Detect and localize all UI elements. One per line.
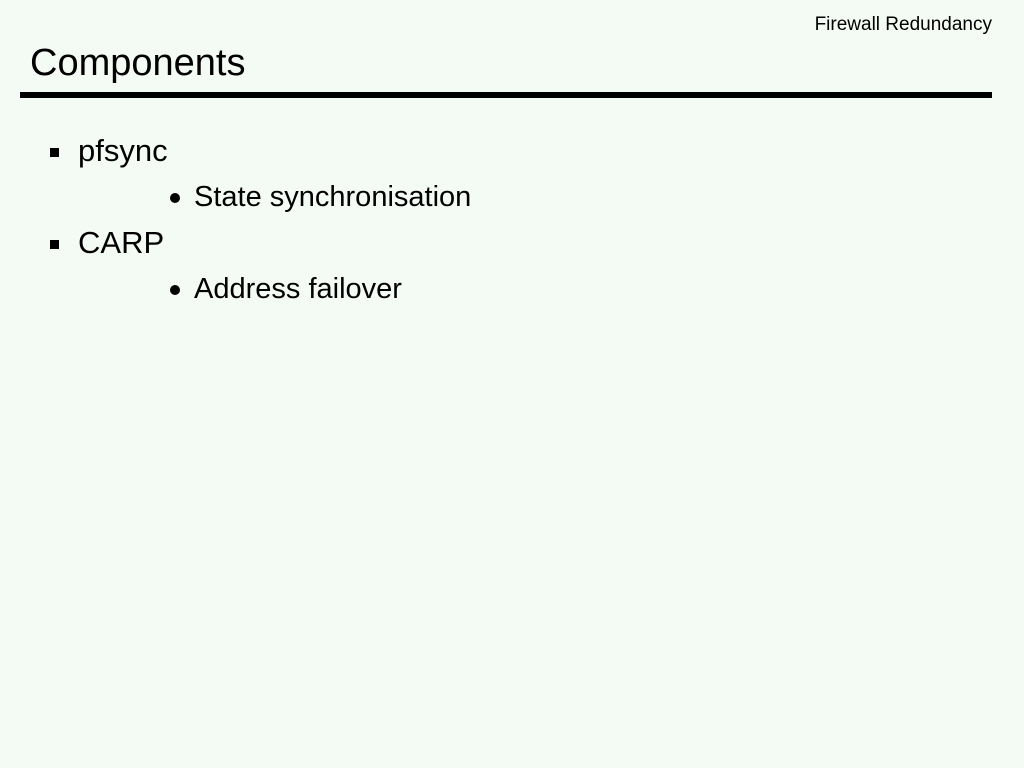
bullet-label: Address failover [194,273,402,305]
list-item [78,266,1024,312]
list-item [78,174,1024,220]
bullet-list-level-1 [0,128,1024,312]
bullet-list-level-2 [78,266,1024,312]
slide-header-label: Firewall Redundancy [814,14,992,35]
list-item [0,128,1024,220]
square-bullet-icon [50,240,59,249]
bullet-label: pfsync [78,133,168,168]
bullet-label: CARP [78,225,165,260]
round-bullet-icon [170,285,180,295]
page-title: Components [30,42,246,84]
bullet-label: State synchronisation [194,181,472,213]
slide-content [0,128,1024,312]
square-bullet-icon [50,148,59,157]
title-divider [20,92,992,98]
round-bullet-icon [170,193,180,203]
list-item [0,220,1024,312]
bullet-list-level-2 [78,174,1024,220]
